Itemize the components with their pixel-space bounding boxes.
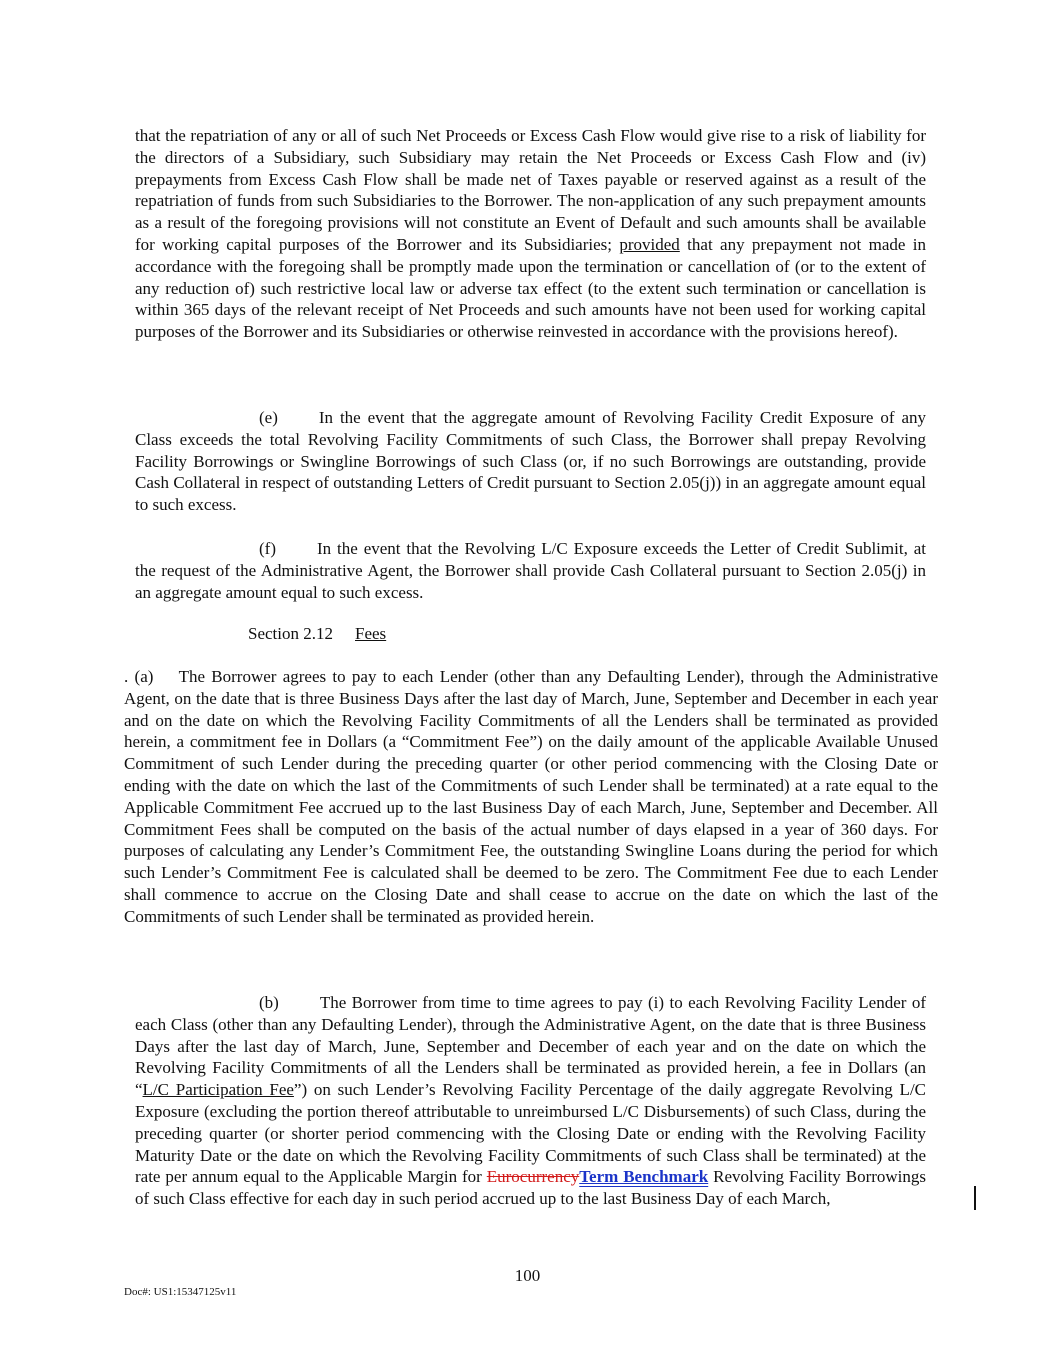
clause-text-b-2: ”) on such Lender’s Revolving Facility Percentage of the daily aggregate Revolving L/C Exposure (excluding the portion thereof attributable to unreimbursed L/C Disbursements) of such Class, during the preceding quarter (or shorter period commencing with the Closing Date or ending with the Revolving Facility Maturity Date or the date on which the Revolving Facility Commitments of such Class shall be terminated) at the rate per annum equal to the Applicable Margin for	[135, 1080, 927, 1187]
deleted-text: Eurocurrency	[486, 1167, 580, 1187]
section-heading	[248, 623, 386, 645]
paragraph-b	[135, 992, 926, 1210]
provided-term: provided	[619, 234, 680, 254]
clause-label-b: (b)	[259, 993, 279, 1012]
clause-label-e: (e)	[259, 408, 278, 427]
section-number: Section 2.12	[248, 624, 333, 643]
inserted-text: Term Benchmark	[579, 1167, 709, 1187]
paragraph-text-tail: that any prepayment not made in accordance with the foregoing shall be promptly made upon the termination or cancellation of (or to the extent of any reduction of) such restrictive local law or adverse tax effect (to the extent such termination or cancellation is within 365 days of the relevant receipt of Net Proceeds and such amounts have not been used for working capital purposes of the Borrower and its Subsidiaries or otherwise reinvested in accordance with the provisions hereof).	[135, 234, 927, 342]
section-title: Fees	[355, 624, 387, 643]
clause-text-a: The Borrower agrees to pay to each Lender (other than any Defaulting Lender), through the Administrative Agent, on the date that is three Business Days after the last day of March, June, September and December in each year and on the date on which the Revolving Facility Commitments of all the Lenders shall be terminated as provided herein, a commitment fee in Dollars (a “Commitment Fee”) on the daily amount of the applicable Available Unused Commitment of such Lender during the preceding quarter (or other period commencing with the Closing Date or ending with the date on which the last of the Commitments of such Lender shall be terminated) at a rate equal to the Applicable Commitment Fee accrued up to the last Business Day of each March, June, September and December. All Commitment Fees shall be computed on the basis of the actual number of days elapsed in a year of 360 days. For purposes of calculating any Lender’s Commitment Fee, the outstanding Swingline Loans during the period for which such Lender’s Commitment Fee is calculated shall be deemed to be zero. The Commitment Fee due to each Lender shall commence to accrue on the Closing Date and shall cease to accrue on the date on which the last of the Commitments of such Lender shall be terminated as provided herein.	[124, 667, 938, 926]
clause-label-f: (f)	[259, 539, 276, 558]
clause-text-b-3: Revolving Facility Borrowings of such Class effective for each day in such period accrued up to the last Business Day of each March,	[135, 1167, 927, 1209]
clause-text-b-1: The Borrower from time to time agrees to pay (i) to each Revolving Facility Lender of each Class (other than any Defaulting Lender), through the Administrative Agent, on the date that is three Business Days after the last day of March, June, September and December of each year and on the date on which the Revolving Facility Commitments of all the Lenders shall be terminated as provided herein, a fee in Dollars (an “	[135, 993, 926, 1100]
paragraph-continuation	[135, 125, 926, 343]
paragraph-text: that the repatriation of any or all of such Net Proceeds or Excess Cash Flow would give rise to a risk of liability for the directors of a Subsidiary, such Subsidiary may retain the Net Proceeds or Excess Cash Flow and (iv) prepayments from Excess Cash Flow shall be made net of Taxes payable or reserved against as a result of the repatriation of funds from such Subsidiaries to the Borrower. The non-application of any such prepayment amounts as a result of the foregoing provisions will not constitute an Event of Default and such amounts shall be available for working capital purposes of the Borrower and its Subsidiaries;	[135, 126, 926, 254]
paragraph-f	[135, 538, 926, 603]
clause-text-e: In the event that the aggregate amount of Revolving Facility Credit Exposure of any Class exceeds the total Revolving Facility Commitments of such Class, the Borrower shall prepay Revolving Facility Borrowings or Swingline Borrowings of such Class (or, if no such Borrowings are outstanding, provide Cash Collateral in respect of outstanding Letters of Credit pursuant to Section 2.05(j)) in an aggregate amount equal to such excess.	[135, 408, 926, 515]
clause-label-a: . (a)	[124, 667, 154, 686]
change-bar	[974, 1186, 976, 1210]
page-number: 100	[514, 1266, 541, 1285]
document-id: Doc#: US1:15347125v11	[124, 1286, 237, 1298]
clause-text-f: In the event that the Revolving L/C Exposure exceeds the Letter of Credit Sublimit, at the request of the Administrative Agent, the Borrower shall provide Cash Collateral pursuant to Section 2.05(j) in an aggregate amount equal to such excess.	[135, 539, 926, 602]
paragraph-a	[124, 666, 938, 928]
defined-term: L/C Participation Fee	[142, 1080, 294, 1100]
paragraph-e	[135, 407, 926, 516]
